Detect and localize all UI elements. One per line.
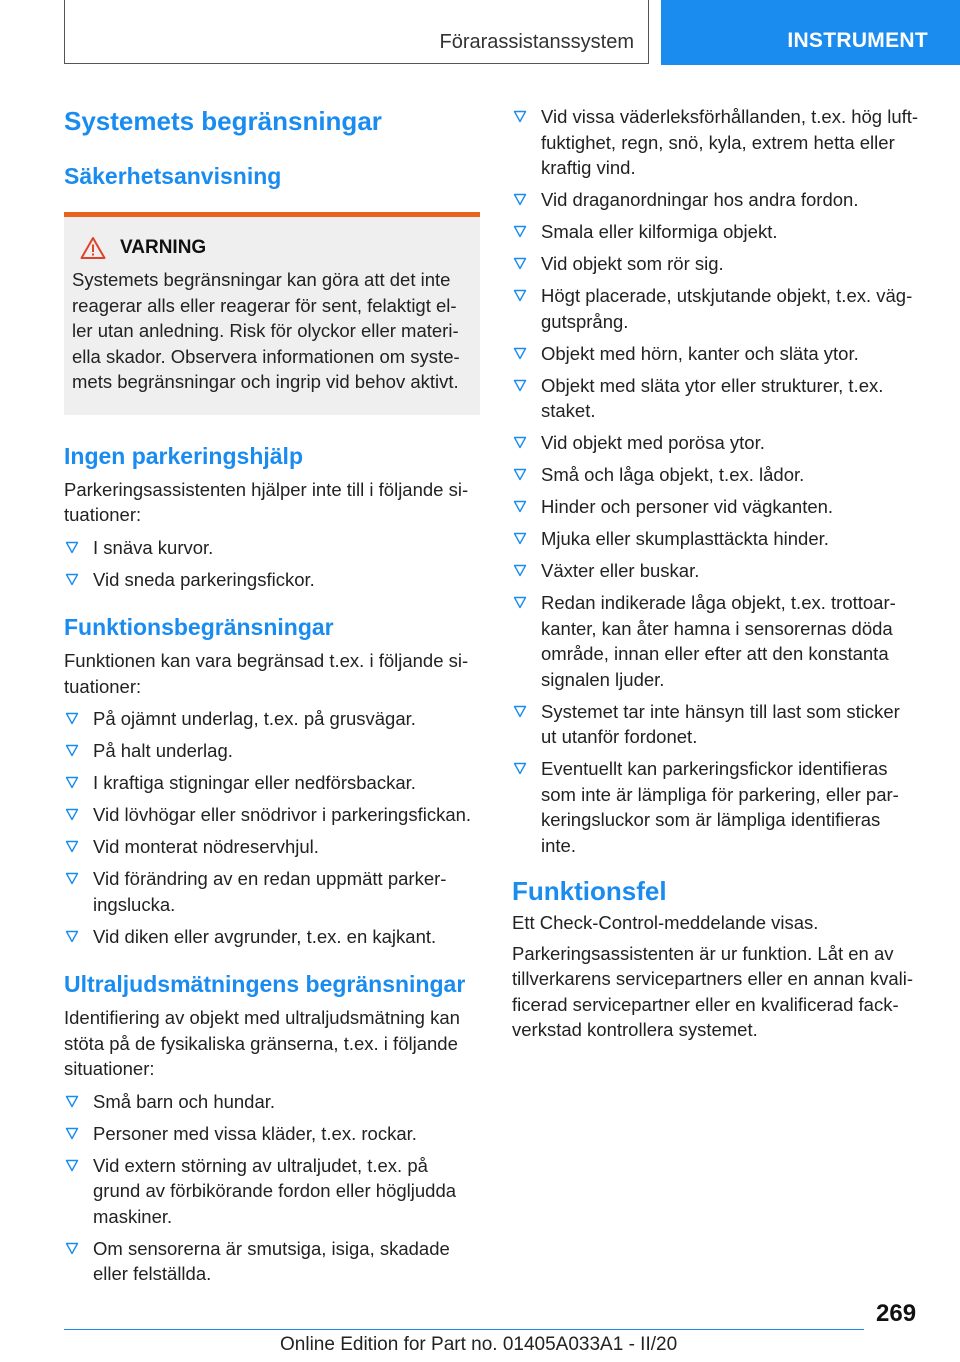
triangle-bullet-icon	[65, 1093, 79, 1110]
right-column	[512, 100, 926, 1043]
list-item-text: Personer med vissa kläder, t.ex. rockar.	[93, 1122, 417, 1144]
malfunction-heading: Funktionsfel	[512, 876, 667, 906]
limits-list	[64, 706, 480, 949]
triangle-bullet-icon	[513, 562, 527, 579]
triangle-bullet-icon	[513, 345, 527, 362]
list-item	[512, 104, 926, 181]
triangle-bullet-icon	[513, 287, 527, 304]
list-item-text: Vid vissa väderleksförhållanden, t.ex. hög luft-	[541, 106, 919, 127]
list-item	[512, 373, 926, 424]
list-item-text: Växter eller buskar.	[541, 560, 700, 581]
triangle-bullet-icon	[513, 434, 527, 451]
page-title: Systemets begränsningar	[64, 106, 382, 136]
list-item	[512, 590, 926, 692]
text-line: tuationer:	[64, 504, 142, 525]
triangle-bullet-icon	[513, 191, 527, 208]
list-item-text: grund av förbikörande fordon eller högljudda	[93, 1180, 457, 1201]
text-line: mets begränsningar och ingrip vid behov aktivt.	[72, 371, 459, 392]
list-item	[512, 341, 926, 367]
list-item-text: Vid diken eller avgrunder, t.ex. en kajkant.	[93, 925, 437, 947]
list-item-text: Vid lövhögar eller snödrivor i parkeringsfickan.	[93, 804, 472, 825]
text-line: Parkeringsassistenten är ur funktion. Låt en av	[512, 942, 894, 964]
edition-note: Online Edition for Part no. 01405A033A1 - II/20	[280, 1334, 678, 1355]
text-line: reagerar alls eller reagerar för sent, felaktigt el-	[72, 294, 457, 316]
list-item-text: Vid objekt med porösa ytor.	[541, 432, 765, 453]
triangle-bullet-icon	[513, 760, 527, 777]
triangle-bullet-icon	[65, 710, 79, 727]
list-item	[64, 866, 480, 917]
list-item-text: gutsprång.	[541, 310, 629, 332]
list-item-text: Eventuellt kan parkeringsfickor identifieras	[541, 758, 888, 779]
list-item-text: Små och låga objekt, t.ex. lådor.	[541, 464, 805, 485]
triangle-bullet-icon	[65, 1240, 79, 1257]
text-line: ler utan anledning. Risk för olyckor eller materi-	[72, 320, 459, 341]
page-number: 269	[876, 1300, 917, 1327]
warning-triangle-icon	[80, 236, 106, 260]
list-item	[512, 526, 926, 552]
list-item	[512, 756, 926, 858]
triangle-bullet-icon	[65, 806, 79, 823]
triangle-bullet-icon	[513, 108, 527, 125]
list-item-text: Högt placerade, utskjutande objekt, t.ex. väg-	[541, 285, 913, 306]
triangle-bullet-icon	[65, 1157, 79, 1174]
list-item	[64, 535, 480, 561]
triangle-bullet-icon	[513, 223, 527, 240]
list-item-text: Vid monterat nödreservhjul.	[93, 836, 319, 857]
ultrasound-list	[64, 1089, 480, 1287]
triangle-bullet-icon	[65, 571, 79, 588]
list-item	[512, 494, 926, 520]
malfunction-message	[512, 910, 926, 936]
limits-heading: Funktionsbegränsningar	[64, 614, 334, 640]
list-item-text: Små barn och hundar.	[93, 1090, 276, 1112]
list-item-text: som inte är lämpliga för parkering, eller par-	[541, 783, 899, 805]
text-line: Identifiering av objekt med ultraljudsmätning kan	[64, 1007, 460, 1028]
list-item-text: ut utanför fordonet.	[541, 726, 698, 747]
list-item-text: kanter, kan åter hamna i sensorernas döda	[541, 617, 893, 639]
parking-heading: Ingen parkeringshjälp	[64, 442, 303, 469]
list-item-text: Vid förändring av en redan uppmätt parker-	[93, 868, 447, 889]
list-item-text: Hinder och personer vid vägkanten.	[541, 496, 834, 517]
text-line: ficerad servicepartner eller en kvalificerad fack-	[512, 993, 899, 1015]
list-item-text: På ojämnt underlag, t.ex. på grusvägar.	[93, 708, 416, 729]
ultrasound-intro	[64, 1005, 480, 1082]
triangle-bullet-icon	[65, 1125, 79, 1142]
list-item	[64, 770, 480, 796]
page-header	[0, 0, 960, 66]
list-item	[64, 706, 480, 732]
list-item	[512, 283, 926, 334]
safety-subtitle: Säkerhetsanvisning	[64, 163, 282, 189]
list-item	[64, 924, 480, 950]
triangle-bullet-icon	[513, 703, 527, 720]
list-item-text: kraftig vind.	[541, 157, 636, 178]
warning-header	[80, 235, 472, 261]
section-header-box	[64, 0, 649, 64]
text-line: Systemets begränsningar kan göra att det inte	[72, 269, 451, 290]
warning-text	[72, 267, 472, 395]
left-column	[64, 100, 480, 1293]
text-line: stöta på de fysikaliska gränserna, t.ex. i följande	[64, 1032, 458, 1054]
list-item-text: Om sensorerna är smutsiga, isiga, skadade	[93, 1237, 450, 1259]
list-item-text: På halt underlag.	[93, 740, 233, 761]
list-item	[512, 699, 926, 750]
list-item-text: Objekt med släta ytor eller strukturer, t.ex.	[541, 374, 884, 396]
list-item-text: Vid sneda parkeringsfickor.	[93, 568, 315, 590]
list-item	[512, 558, 926, 584]
text-line: Parkeringsassistenten hjälper inte till i följande si-	[64, 478, 469, 500]
list-item-text: maskiner.	[93, 1205, 173, 1227]
list-item	[64, 834, 480, 860]
text-line: ella skador. Observera informationen om syste-	[72, 345, 460, 367]
list-item	[512, 430, 926, 456]
triangle-bullet-icon	[513, 594, 527, 611]
list-item-text: inte.	[541, 834, 576, 856]
ultrasound-heading: Ultraljudsmätningens begränsningar	[64, 971, 466, 997]
list-item-text: Systemet tar inte hänsyn till last som sticker	[541, 700, 900, 722]
list-item-text: I snäva kurvor.	[93, 536, 214, 558]
parking-list	[64, 535, 480, 593]
list-item	[64, 1153, 480, 1230]
list-item-text: keringsluckor som är lämpliga identifieras	[541, 809, 881, 830]
list-item-text: Redan indikerade låga objekt, t.ex. trottoar-	[541, 592, 896, 613]
list-item-text: område, innan eller efter att den konstanta	[541, 643, 889, 664]
chapter-tab-label: INSTRUMENT	[787, 29, 928, 52]
list-item-text: Smala eller kilformiga objekt.	[541, 221, 778, 242]
list-item	[64, 1121, 480, 1147]
list-item-text: I kraftiga stigningar eller nedförsbackar.	[93, 772, 416, 793]
text-line: tuationer:	[64, 675, 142, 697]
malfunction-instructions	[512, 941, 926, 1043]
parking-intro	[64, 477, 480, 528]
triangle-bullet-icon	[513, 377, 527, 394]
list-item	[512, 219, 926, 245]
triangle-bullet-icon	[65, 742, 79, 759]
list-item-text: Vid extern störning av ultraljudet, t.ex. på	[93, 1154, 428, 1176]
list-item	[512, 462, 926, 488]
triangle-bullet-icon	[513, 255, 527, 272]
list-item-text: fuktighet, regn, snö, kyla, extrem hetta eller	[541, 131, 895, 153]
list-item-text: signalen ljuder.	[541, 668, 665, 690]
triangle-bullet-icon	[513, 466, 527, 483]
warning-box	[64, 212, 480, 415]
section-title: Förarassistanssystem	[439, 31, 634, 53]
triangle-bullet-icon	[65, 928, 79, 945]
list-item	[64, 802, 480, 828]
triangle-bullet-icon	[65, 539, 79, 556]
triangle-bullet-icon	[513, 498, 527, 515]
list-item	[64, 1089, 480, 1115]
list-item-text: Mjuka eller skumplasttäckta hinder.	[541, 528, 829, 549]
triangle-bullet-icon	[65, 774, 79, 791]
footer-divider	[64, 1329, 864, 1330]
text-line: Funktionen kan vara begränsad t.ex. i följande si-	[64, 650, 469, 671]
list-item	[512, 187, 926, 213]
text-line: tillverkarens servicepartners eller en annan kvali-	[512, 968, 914, 989]
chapter-tab[interactable]	[661, 0, 960, 65]
text-line: Ett Check-Control-meddelande visas.	[512, 912, 819, 933]
list-item	[64, 567, 480, 593]
text-line: verkstad kontrollera systemet.	[512, 1019, 758, 1040]
list-item	[64, 738, 480, 764]
list-item-text: Objekt med hörn, kanter och släta ytor.	[541, 342, 859, 364]
warning-label: VARNING	[120, 237, 207, 258]
list-item-text: eller felställda.	[93, 1263, 212, 1284]
list-item-text: staket.	[541, 400, 596, 421]
list-item	[512, 251, 926, 277]
list-item-text: Vid objekt som rör sig.	[541, 253, 724, 274]
list-item-text: ingslucka.	[93, 893, 176, 915]
ultrasound-list-continued	[512, 104, 926, 858]
list-item	[64, 1236, 480, 1287]
triangle-bullet-icon	[65, 838, 79, 855]
limits-intro	[64, 648, 480, 699]
triangle-bullet-icon	[65, 870, 79, 887]
text-line: situationer:	[64, 1058, 155, 1079]
triangle-bullet-icon	[513, 530, 527, 547]
list-item-text: Vid draganordningar hos andra fordon.	[541, 189, 859, 210]
